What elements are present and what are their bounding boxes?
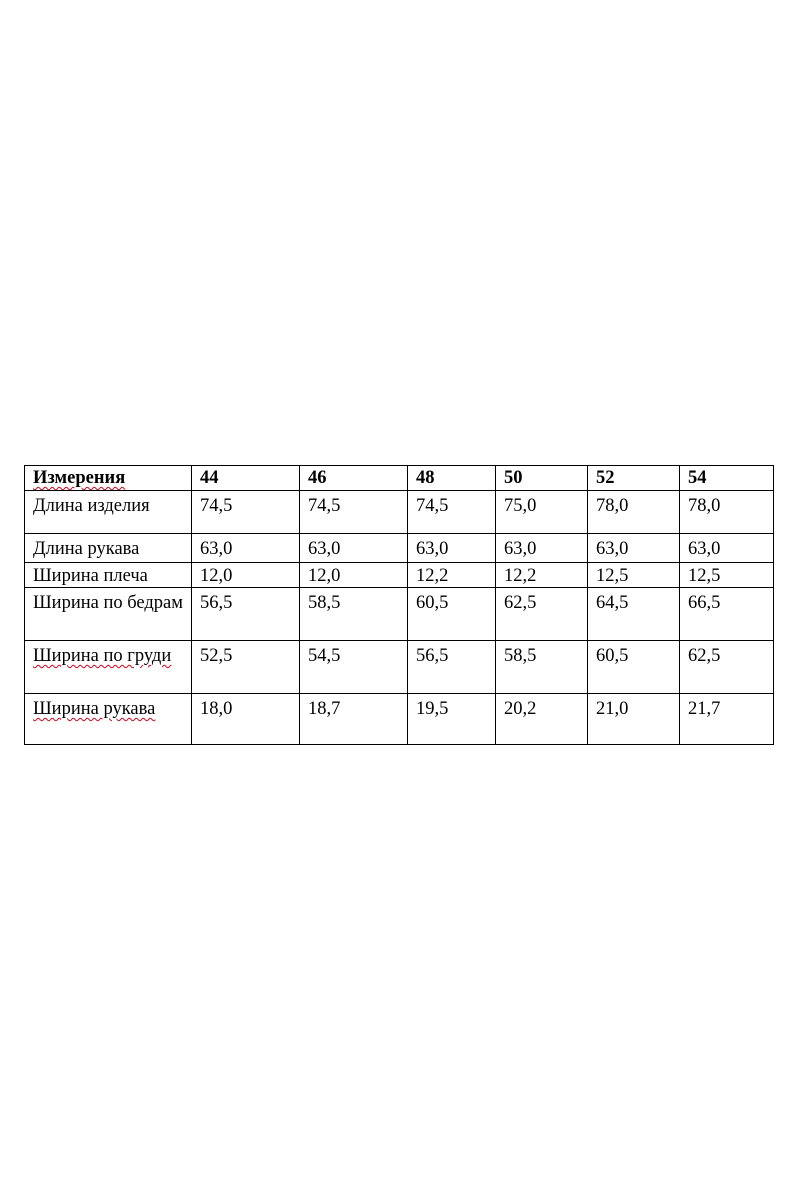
header-cell-size: 48 <box>408 466 496 491</box>
table-cell: 21,7 <box>680 694 774 745</box>
table-cell: 12,2 <box>408 563 496 588</box>
row-label: Ширина по груди <box>25 641 192 694</box>
table-cell: 74,5 <box>192 491 300 534</box>
table-cell: 75,0 <box>496 491 588 534</box>
table-cell: 78,0 <box>680 491 774 534</box>
size-chart-table <box>24 465 774 745</box>
table-cell: 74,5 <box>408 491 496 534</box>
table-cell: 12,5 <box>588 563 680 588</box>
table-cell: 20,2 <box>496 694 588 745</box>
table-row <box>25 588 774 641</box>
table-cell: 78,0 <box>588 491 680 534</box>
header-cell-size: 44 <box>192 466 300 491</box>
table-cell: 12,0 <box>300 563 408 588</box>
table-cell: 63,0 <box>588 534 680 563</box>
table-cell: 12,5 <box>680 563 774 588</box>
header-cell-size: 54 <box>680 466 774 491</box>
table-cell: 62,5 <box>680 641 774 694</box>
table-cell: 58,5 <box>300 588 408 641</box>
row-label: Ширина плеча <box>25 563 192 588</box>
table-cell: 63,0 <box>192 534 300 563</box>
header-cell-size: 52 <box>588 466 680 491</box>
table-cell: 60,5 <box>408 588 496 641</box>
header-cell-size: 50 <box>496 466 588 491</box>
header-cell-size: 46 <box>300 466 408 491</box>
table-cell: 66,5 <box>680 588 774 641</box>
table-cell: 12,2 <box>496 563 588 588</box>
table-row <box>25 563 774 588</box>
table-cell: 63,0 <box>300 534 408 563</box>
row-label: Ширина по бедрам <box>25 588 192 641</box>
table-cell: 18,0 <box>192 694 300 745</box>
table-cell: 74,5 <box>300 491 408 534</box>
table-cell: 52,5 <box>192 641 300 694</box>
table-cell: 58,5 <box>496 641 588 694</box>
table-row <box>25 534 774 563</box>
table-cell: 56,5 <box>192 588 300 641</box>
table-cell: 12,0 <box>192 563 300 588</box>
table-cell: 54,5 <box>300 641 408 694</box>
table-cell: 63,0 <box>680 534 774 563</box>
table-cell: 21,0 <box>588 694 680 745</box>
row-label: Ширина рукава <box>25 694 192 745</box>
table-cell: 63,0 <box>408 534 496 563</box>
table-cell: 56,5 <box>408 641 496 694</box>
header-cell-measurements: Измерения <box>25 466 192 491</box>
table-cell: 63,0 <box>496 534 588 563</box>
table-row <box>25 491 774 534</box>
row-label: Длина рукава <box>25 534 192 563</box>
table-header-row <box>25 466 774 491</box>
table-cell: 62,5 <box>496 588 588 641</box>
table-cell: 18,7 <box>300 694 408 745</box>
table-row <box>25 641 774 694</box>
table-cell: 64,5 <box>588 588 680 641</box>
table-row <box>25 694 774 745</box>
table-cell: 60,5 <box>588 641 680 694</box>
row-label: Длина изделия <box>25 491 192 534</box>
table-cell: 19,5 <box>408 694 496 745</box>
